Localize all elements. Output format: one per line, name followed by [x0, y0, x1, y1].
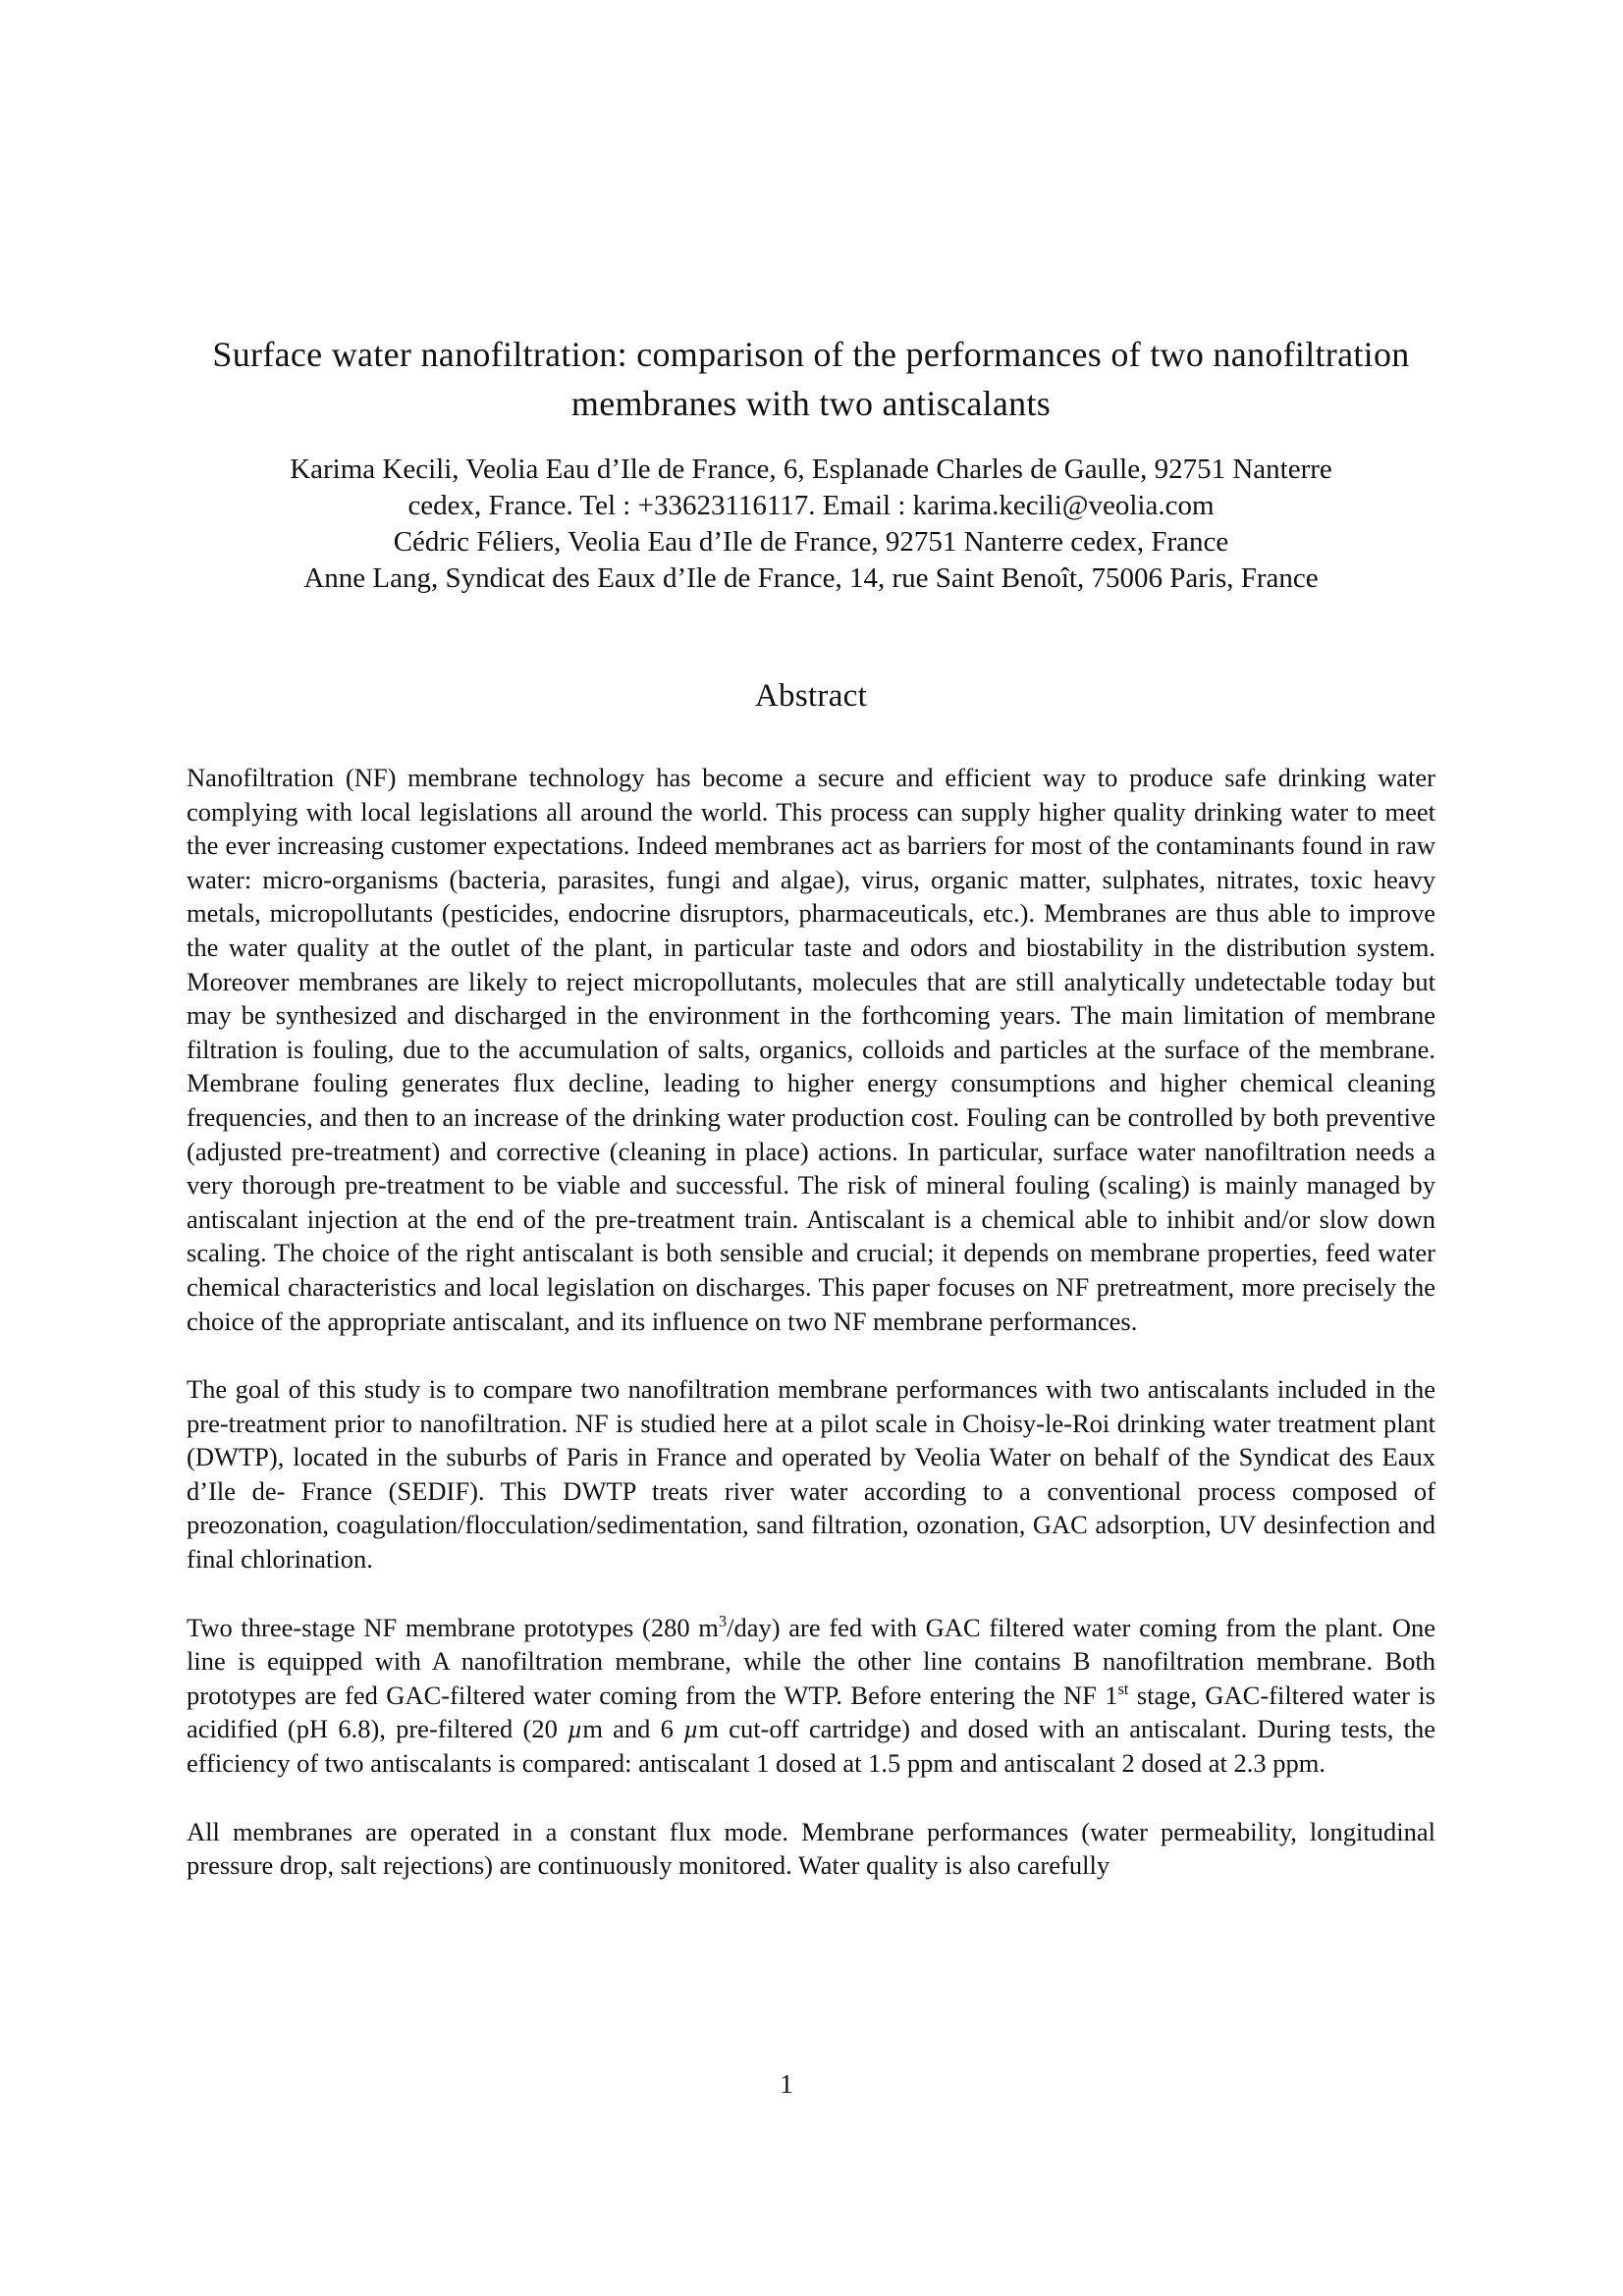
author-line: Anne Lang, Syndicat des Eaux d’Ile de France, 14, rue Saint Benoît, 75006 Paris, France — [303, 562, 1319, 594]
abstract-heading: Abstract — [754, 678, 868, 714]
paper-title: Surface water nanofiltration: comparison of the performances of two nanofiltration membranes with two antiscalants — [212, 335, 1410, 423]
abstract-paragraph-2: The goal of this study is to compare two nanofiltration membrane performances with two antiscalants included in the pre-treatment prior to nanofiltration. NF is studied here at a pilot scale in Choisy-le-Roi drinking water treatment plant (DWTP), located in the suburbs of Paris in France and operated by Veolia Water on behalf of the Syndicat des Eaux d’Ile de- France (SEDIF). This DWTP treats river water according to a conventional process composed of preozonation, coagulation/flocculation/sedimentation, sand filtration, ozonation, GAC adsorption, UV desinfection and final chlorination. — [187, 1374, 1435, 1575]
author-line: cedex, France. Tel : +33623116117. Email : karima.kecili@veolia.com — [407, 490, 1215, 521]
abstract-paragraph-4: All membranes are operated in a constant flux mode. Membrane performances (water permeability, longitudinal pressure drop, salt rejections) are continuously monitored. Water quality is also carefully — [187, 1816, 1435, 1881]
author-line: Cédric Féliers, Veolia Eau d’Ile de France, 92751 Nanterre cedex, France — [393, 526, 1229, 558]
page-number: 1 — [780, 2069, 793, 2099]
abstract-paragraph-3: Two three-stage NF membrane prototypes (280 $m^3/day$) are fed with GAC filtered water coming from the plant. One line is equipped with A nanofiltration membrane, while the other line contains B nanofiltration membrane. Both prototypes are fed GAC-filtered water coming from the WTP. Before entering the NF 1st stage, GAC-filtered water is acidified (pH 6.8), pre-filtered (20 µm and 6 µm cut-off cartridge) and dosed with an antiscalant. During tests, the efficiency of two antiscalants is compared: antiscalant 1 dosed at 1.5 ppm and antiscalant 2 dosed at 2.3 ppm. — [187, 1611, 1436, 1779]
abstract-paragraph-1: Nanofiltration (NF) membrane technology has become a secure and efficient way to produce safe drinking water complying with local legislations all around the world. This process can supply higher quality drinking water to meet the ever increasing customer expectations. Indeed membranes act as barriers for most of the contaminants found in raw water: micro-organisms (bacteria, parasites, fungi and algae), virus, organic matter, sulphates, nitrates, toxic heavy metals, micropollutants (pesticides, endocrine disruptors, pharmaceuticals, etc.). Membranes are thus able to improve the water quality at the outlet of the plant, in particular taste and odors and biostability in the distribution system. Moreover membranes are likely to reject micropollutants, molecules that are still analytically undetectable today but may be synthesized and discharged in the environment in the forthcoming years. The main limitation of membrane filtration is fouling, due to the accumulation of salts, organics, colloids and particles at the surface of the membrane. Membrane fouling generates flux decline, leading to higher energy consumptions and higher chemical cleaning frequencies, and then to an increase of the drinking water production cost. Fouling can be controlled by both preventive (adjusted pre-treatment) and corrective (cleaning in place) actions. In particular, surface water nanofiltration needs a very thorough pre-treatment to be viable and successful. The risk of mineral fouling (scaling) is mainly managed by antiscalant injection at the end of the pre-treatment train. Antiscalant is a chemical able to inhibit and/or slow down scaling. The choice of the right antiscalant is both sensible and crucial; it depends on membrane properties, feed water chemical characteristics and local legislation on discharges. This paper focuses on NF pretreatment, more precisely the choice of the appropriate antiscalant, and its influence on two NF membrane performances. — [187, 763, 1435, 1336]
author-block — [187, 452, 1435, 597]
author-line: Karima Kecili, Veolia Eau d’Ile de France, 6, Esplanade Charles de Gaulle, 92751 Nanterre — [290, 454, 1332, 485]
